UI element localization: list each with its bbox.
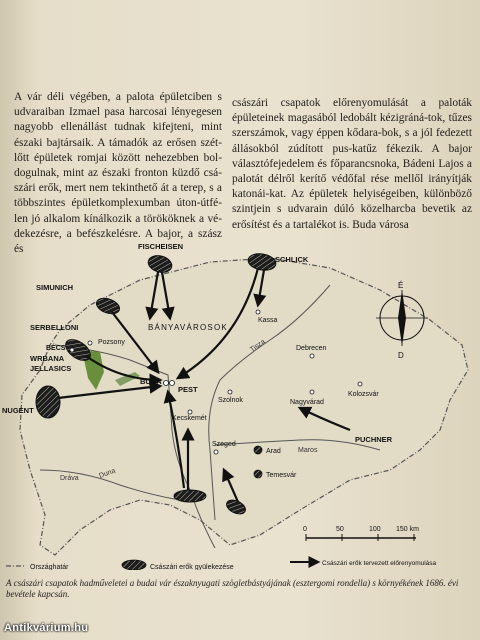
- city-dot-buda: [164, 381, 169, 386]
- label-szeged: Szeged: [212, 441, 236, 448]
- scale-100: 100: [369, 526, 381, 533]
- city-dot-kassa: [256, 310, 260, 314]
- river-label-maros: Maros: [298, 447, 318, 454]
- label-wrbana: WRBANA: [30, 354, 65, 363]
- river-label-tisza: Tisza: [249, 338, 267, 354]
- text-column-right: [232, 96, 472, 233]
- city-dot-debrecen: [310, 354, 314, 358]
- city-dot-pest: [170, 381, 175, 386]
- city-dot-kolozsvar: [358, 382, 362, 386]
- river-label-danube: Duna: [98, 467, 117, 480]
- label-arad: Arad: [266, 448, 281, 455]
- compass-north: É: [398, 281, 404, 290]
- map-legend: [6, 560, 437, 570]
- scale-bar: [303, 526, 419, 541]
- legend-advance: Császári erők tervezett előrenyomulása: [322, 560, 437, 567]
- label-pozsony: Pozsony: [98, 339, 125, 346]
- gathering-fischeisen: [146, 253, 173, 275]
- legend-gathering: Császári erők gyülekezése: [150, 564, 234, 570]
- label-szolnok: Szolnok: [218, 397, 243, 404]
- label-temesvar: Temesvár: [266, 472, 297, 479]
- paragraph-right: császári csapatok előrenyomulását a paloták épületeinek magasából ledobált kézigráná-tok, tűzes szerszámok, vagy éppen kődara-bok, s a jól fedezett állásokból zúdított pus-katűz fékezik. A bajor választófejedelem és főparancsnoka, Bádeni Lajos a palotát délről kerítő védőfal rése mellől irányítják katonái-kat. Az épületek helyiségeiben, különböző szintjein s udvarain dúló közelharcba bevetik az erősítést és a tartalékot is. Buda városa: [232, 97, 472, 231]
- label-schlick: SCHLICK: [275, 255, 309, 264]
- gathering-nugent: [36, 386, 60, 418]
- city-dot-temesvar: [254, 470, 262, 478]
- city-dot-arad: [254, 446, 262, 454]
- label-pest: PEST: [178, 385, 198, 394]
- scale-150: 150 km: [396, 526, 419, 533]
- watermark-logo: Antikvárium.hu: [4, 622, 89, 634]
- label-debrecen: Debrecen: [296, 345, 327, 352]
- label-simunich: SIMUNICH: [36, 283, 74, 292]
- label-puchner: PUCHNER: [355, 435, 393, 444]
- scale-0: 0: [303, 526, 307, 533]
- city-dot-becs: [70, 348, 74, 352]
- compass-south: D: [398, 351, 404, 360]
- figure-caption: A császári csapatok hadműveletei a budai vár északnyugati szögletbástyájának (esztergomi rondella) s környékének 1686. évi bevétele kapcsán.: [6, 578, 459, 599]
- city-dot-szolnok: [228, 390, 232, 394]
- historical-map: [0, 240, 480, 570]
- city-dot-nagyvarad: [310, 390, 314, 394]
- label-kolozsvar: Kolozsvár: [348, 391, 379, 398]
- legend-border: Országhatár: [30, 564, 69, 570]
- label-nagyvarad: Nagyvárad: [290, 399, 324, 406]
- city-dot-szeged: [214, 450, 218, 454]
- label-nugent: NUGENT: [2, 406, 34, 415]
- label-serbelloni: SERBELLONI: [30, 323, 79, 332]
- river-label-drava: Dráva: [60, 475, 79, 482]
- label-becs: BÉCS: [46, 345, 66, 352]
- text-column-left: [14, 90, 222, 257]
- paragraph-left: A vár déli végében, a palota épületciben s udvaraiban Izmael pasa harcosai lényegesen nagyobb ellenállást tudnak kifejteni, mint északi bajtársaik. A támadók az erősen szét-lőtt épületek romjai között nehezebben bol-dogulnak, mint az északi fronton küzdő csá-szári erők, mert nem tekinthető át a terep, s a többszintes épületkomplexumban úton-útfé-len jó alkalom kínálkozik a törököknek a vé-dekezésre, a befészkelésre. A bajor, a szász és: [14, 91, 222, 256]
- label-banyavarosok: BÁNYAVÁROSOK: [148, 323, 228, 332]
- scale-50: 50: [336, 526, 344, 533]
- city-dot-pozsony: [88, 341, 92, 345]
- gathering-szeged: [174, 490, 206, 502]
- label-kassa: Kassa: [258, 317, 278, 324]
- label-fischeisen: FISCHEISEN: [138, 242, 184, 251]
- city-dot-kecskemet: [188, 410, 192, 414]
- label-jellasics: JELLASICS: [30, 364, 72, 373]
- label-kecskemet: Kecskemét: [172, 415, 207, 422]
- label-buda: BUDA: [140, 377, 162, 386]
